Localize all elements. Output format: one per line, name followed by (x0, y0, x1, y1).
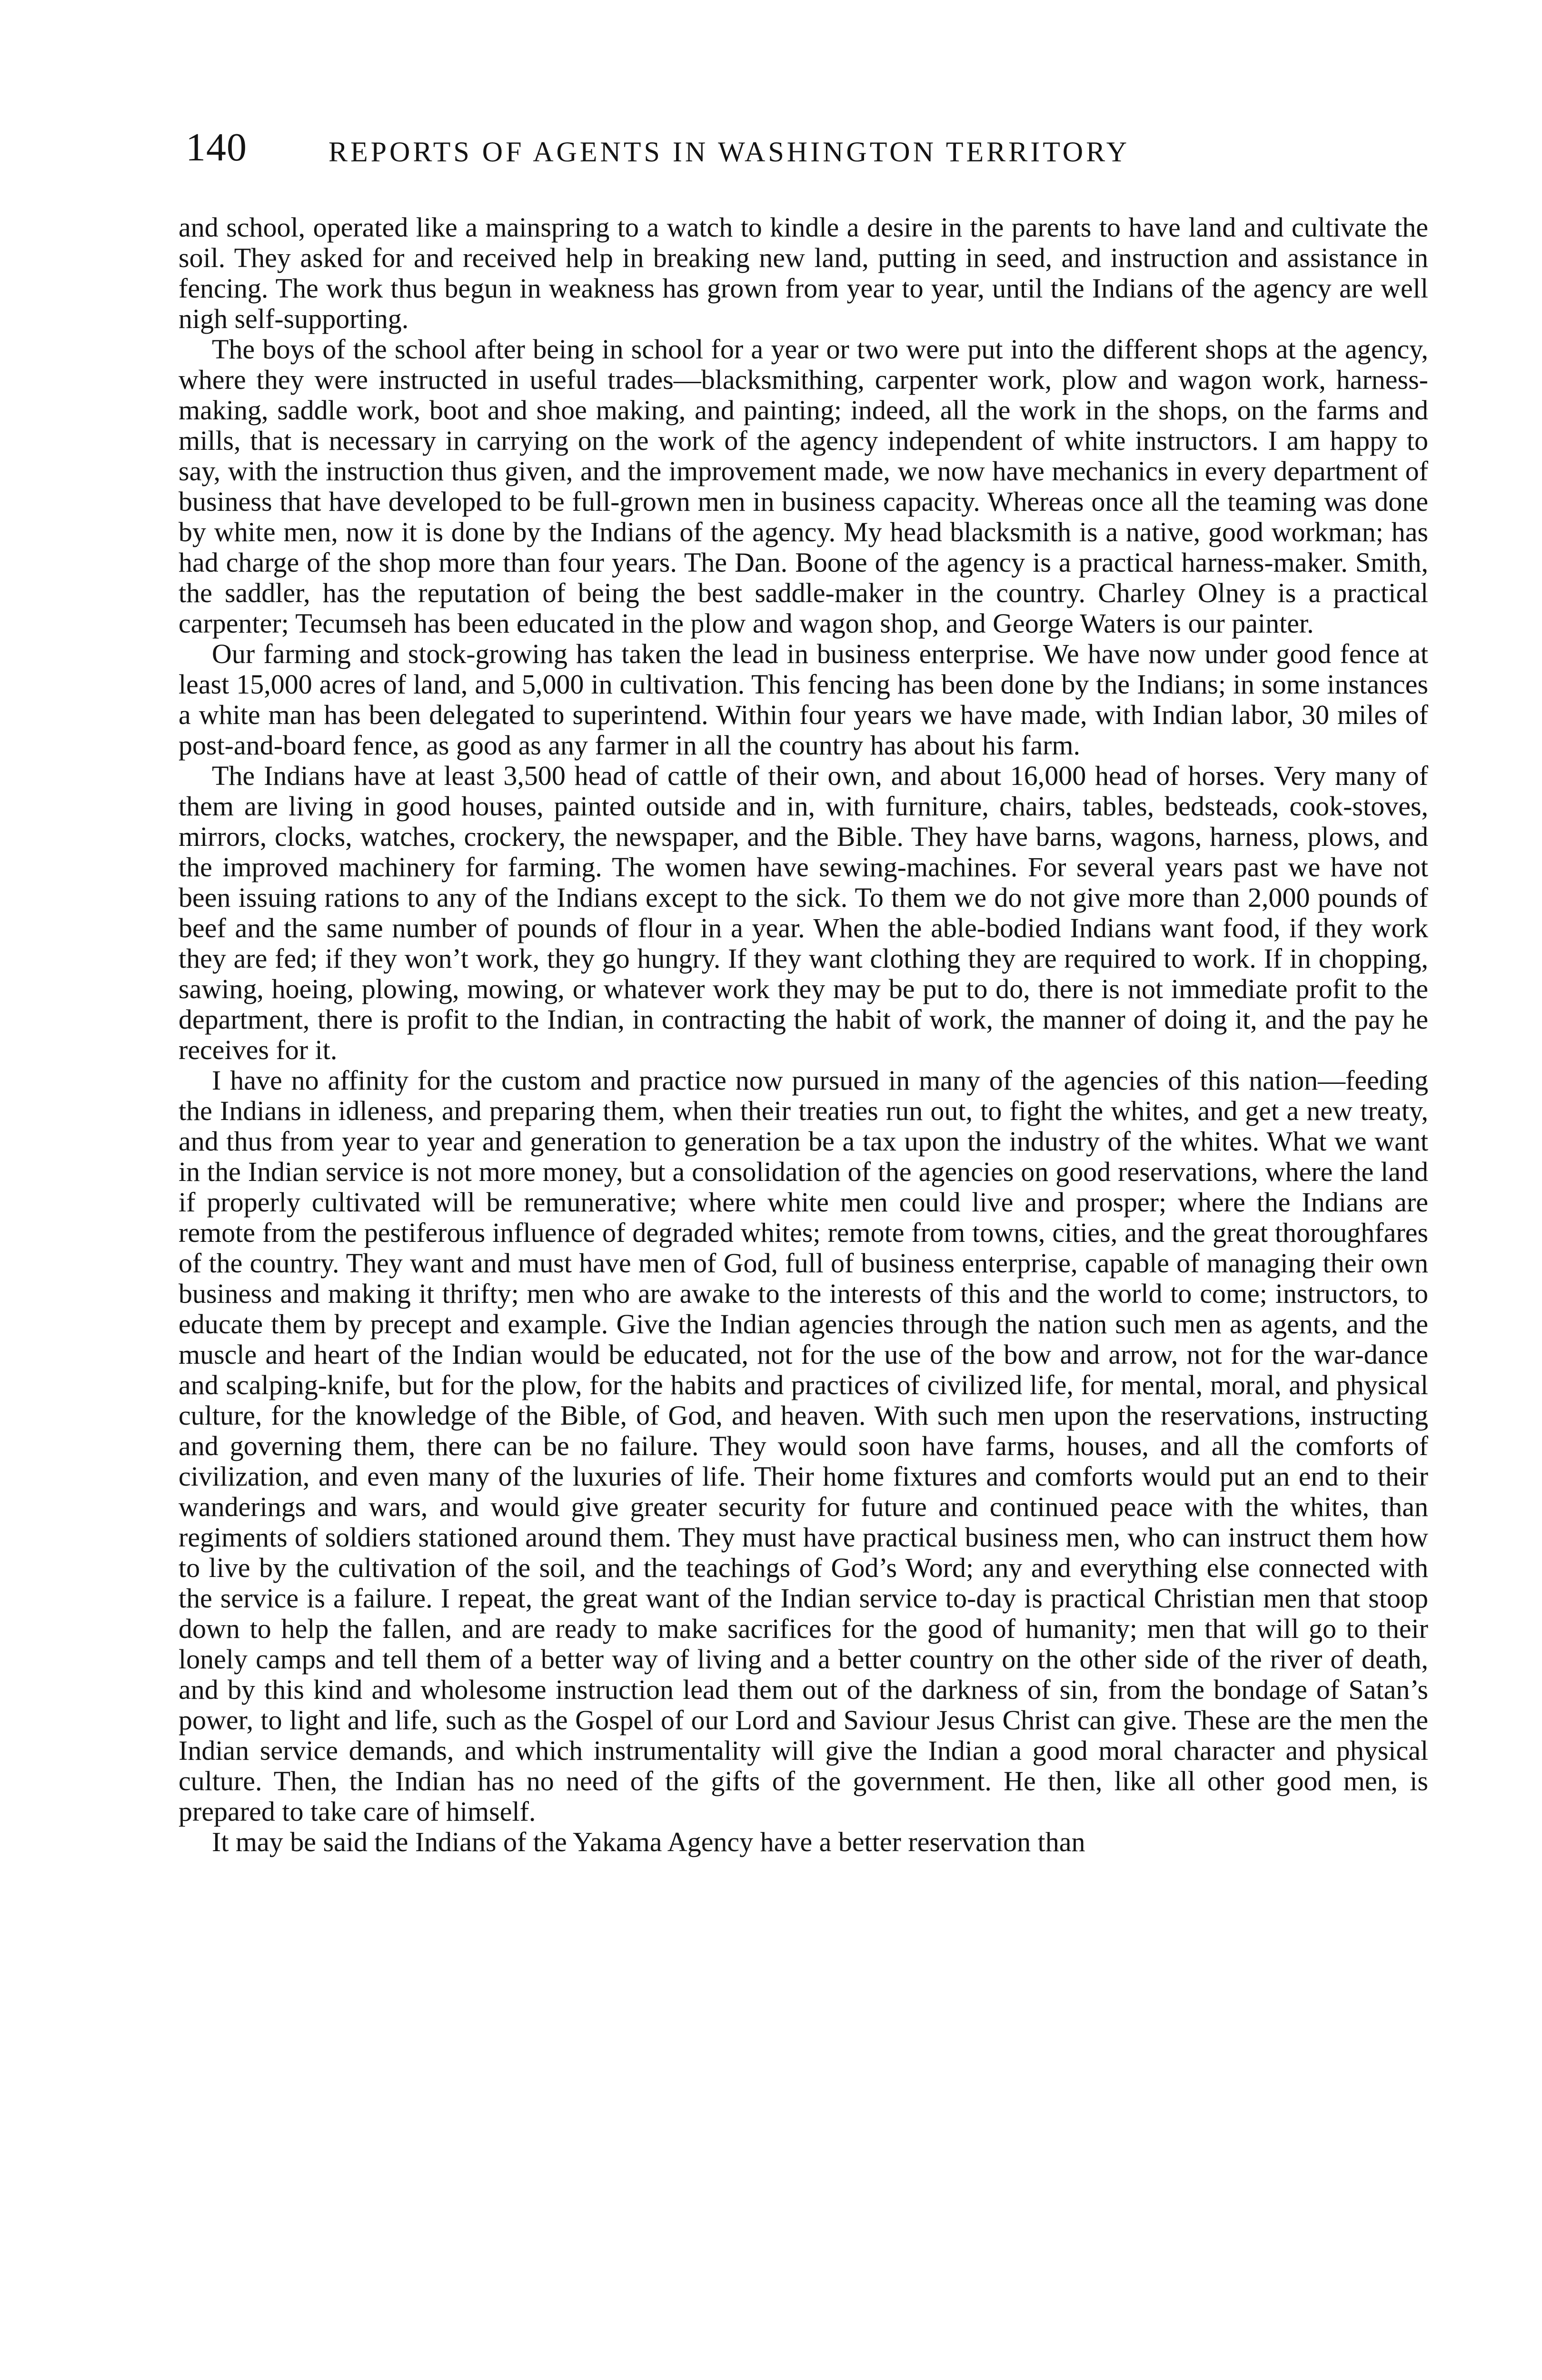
paragraph: Our farming and stock-growing has taken the lead in business enterprise. We have now under good fence at least 15,000 acres of land, and 5,000 in cultivation. This fencing has been done by the Indians; in some instances a white man has been delegated to superintend. Within four years we have made, with Indian labor, 30 miles of post-and-board fence, as good as any farmer in all the country has about his farm. (179, 638, 1428, 761)
paragraph: The Indians have at least 3,500 head of cattle of their own, and about 16,000 head of horses. Very many of them are living in good houses, painted outside and in, with furniture, chairs, tables, bedsteads, cook-stoves, mirrors, clocks, watches, crockery, the newspaper, and the Bible. They have barns, wagons, harness, plows, and the improved machinery for farming. The women have sewing-machines. For several years past we have not been issuing rations to any of the Indians except to the sick. To them we do not give more than 2,000 pounds of beef and the same number of pounds of flour in a year. When the able-bodied Indians want food, if they work they are fed; if they won’t work, they go hungry. If they want clothing they are required to work. If in chopping, sawing, hoeing, plowing, mowing, or whatever work they may be put to do, there is not immediate profit to the department, there is profit to the Indian, in contracting the habit of work, the manner of doing it, and the pay he receives for it. (179, 760, 1428, 1065)
paragraph: The boys of the school after being in school for a year or two were put into the different shops at the agency, where they were instructed in useful trades—blacksmithing, carpenter work, plow and wagon work, harness-making, saddle work, boot and shoe making, and painting; indeed, all the work in the shops, on the farms and mills, that is necessary in carrying on the work of the agency independent of white instructors. I am happy to say, with the instruction thus given, and the improvement made, we now have mechanics in every department of business that have developed to be full-grown men in business capacity. Whereas once all the teaming was done by white men, now it is done by the Indians of the agency. My head blacksmith is a native, good workman; has had charge of the shop more than four years. The Dan. Boone of the agency is a practical harness-maker. Smith, the saddler, has the reputation of being the best saddle-maker in the country. Charley Olney is a practical carpenter; Tecumseh has been educated in the plow and wagon shop, and George Waters is our painter. (179, 334, 1428, 639)
paragraph: I have no affinity for the custom and practice now pursued in many of the agencies of this nation—feeding the Indians in idleness, and preparing them, when their treaties run out, to fight the whites, and get a new treaty, and thus from year to year and generation to generation be a tax upon the industry of the whites. What we want in the Indian service is not more money, but a consolidation of the agencies on good reservations, where the land if properly cultivated will be remunerative; where white men could live and prosper; where the Indians are remote from the pestiferous influence of degraded whites; remote from towns, cities, and the great thoroughfares of the country. They want and must have men of God, full of business enterprise, capable of managing their own business and making it thrifty; men who are awake to the interests of this and the world to come; instructors, to educate them by precept and example. Give the Indian agencies through the nation such men as agents, and the muscle and heart of the Indian would be educated, not for the use of the bow and arrow, not for the war-dance and scalping-knife, but for the plow, for the habits and practices of civilized life, for mental, moral, and physical culture, for the knowledge of the Bible, of God, and heaven. With such men upon the reservations, instructing and governing them, there can be no failure. They would soon have farms, houses, and all the comforts of civilization, and even many of the luxuries of life. Their home fixtures and comforts would put an end to their wanderings and wars, and would give greater security for future and continued peace with the whites, than regiments of soldiers stationed around them. They must have practical business men, who can instruct them how to live by the cultivation of the soil, and the teachings of God’s Word; any and everything else connected with the service is a failure. I repeat, the great want of the Indian service to-day is practical Christian men that stoop down to help the fallen, and are ready to make sacrifices for the good of humanity; men that will go to their lonely camps and tell them of a better way of living and a better country on the other side of the river of death, and by this kind and wholesome instruction lead them out of the darkness of sin, from the bondage of Satan’s power, to light and life, such as the Gospel of our Lord and Saviour Jesus Christ can give. These are the men the Indian service demands, and which instrumentality will give the Indian a good moral character and physical culture. Then, the Indian has no need of the gifts of the government. He then, like all other good men, is prepared to take care of himself. (179, 1065, 1428, 1827)
paragraph: and school, operated like a mainspring to a watch to kindle a desire in the parents to have land and cultivate the soil. They asked for and received help in breaking new land, putting in seed, and instruction and assistance in fencing. The work thus begun in weakness has grown from year to year, until the Indians of the agency are well nigh self-supporting. (179, 212, 1428, 334)
body-text (179, 212, 1428, 2330)
page-header (186, 121, 1433, 174)
paragraph: It may be said the Indians of the Yakama Agency have a better reservation than (212, 1826, 1085, 1857)
running-head: REPORTS OF AGENTS IN WASHINGTON TERRITORY (328, 136, 1130, 168)
page-number: 140 (186, 125, 247, 169)
